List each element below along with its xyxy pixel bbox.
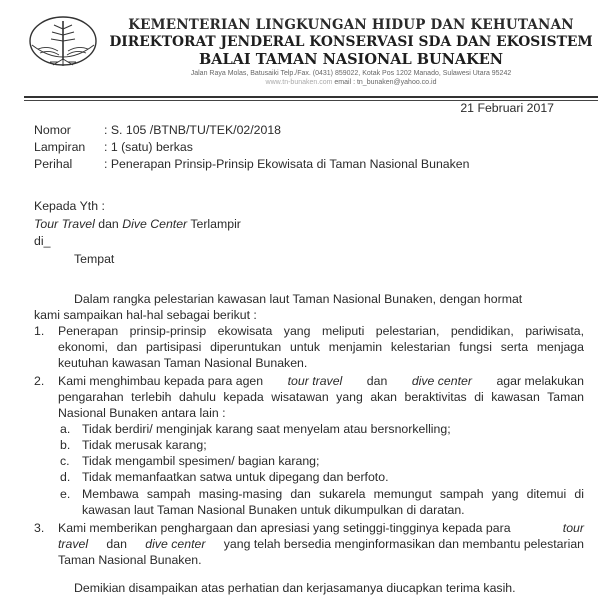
- sub-e-line-2: kawasan laut Taman Nasional Bunaken untuk dikumpulkan di daratan.: [82, 503, 465, 517]
- item-2-number: 2.: [34, 374, 45, 388]
- item-1-line-2: ekonomi, dan partisipasi diperuntukan untuk menjamin kelestarian fungsi serta menjaga: [58, 340, 584, 354]
- lampiran-label: Lampiran: [34, 140, 86, 154]
- item-2-tour-travel: tour travel: [287, 374, 343, 388]
- sub-c-letter: c.: [60, 454, 70, 468]
- sub-d-text: Tidak memanfaatkan satwa untuk dipegang dan berfoto.: [82, 470, 389, 484]
- item-3-dan: dan: [106, 537, 127, 551]
- intro-line-2: kami sampaikan hal-hal sebagai berikut :: [34, 308, 257, 322]
- closing-text: Demikian disampaikan atas perhatian dan kerjasamanya diucapkan terima kasih.: [74, 581, 516, 595]
- item-1-number: 1.: [34, 324, 45, 338]
- item-2-text-a: Kami menghimbau kepada para agen: [58, 374, 264, 388]
- tempat-text: Tempat: [74, 252, 115, 266]
- di-text: di_: [34, 234, 51, 248]
- item-2-dive-center: dive center: [411, 374, 472, 388]
- letterhead: [100, 17, 602, 87]
- dan-text: dan: [98, 217, 119, 231]
- office-address: Jalan Raya Molas, Batusaiki Telp./Fax. (0431) 859022, Kotak Pos 1202 Manado, Sulawesi Utara 95242: [190, 70, 512, 77]
- sub-a-text: Tidak berdiri/ menginjak karang saat menyelam atau bersnorkelling;: [82, 422, 451, 436]
- sub-c-text: Tidak mengambil spesimen/ bagian karang;: [82, 454, 320, 468]
- letterhead-rule-thick: [24, 96, 598, 98]
- sub-a-letter: a.: [60, 422, 71, 436]
- website: www.tn-bunaken.com: [265, 79, 333, 86]
- lampiran-value: : 1 (satu) berkas: [104, 140, 193, 154]
- kepada-yth: Kepada Yth :: [34, 199, 105, 213]
- item-3-line-1: [58, 520, 584, 536]
- item-2-line-1: [58, 373, 584, 389]
- item-3-line-2: [58, 536, 584, 552]
- item-3-line-3: Taman Nasional Bunaken.: [58, 553, 202, 567]
- nomor-value: : S. 105 /BTNB/TU/TEK/02/2018: [104, 123, 282, 137]
- recipient-line: [34, 216, 241, 233]
- sub-b-text: Tidak merusak karang;: [82, 438, 207, 452]
- item-3-text-b: yang telah bersedia menginformasikan dan membantu pelestarian: [223, 537, 584, 551]
- item-1-line-1: Penerapan prinsip-prinsip ekowisata yang meliputi pelestarian, pendidikan, pariwisata,: [58, 324, 584, 338]
- office-name: BALAI TAMAN NASIONAL BUNAKEN: [198, 51, 504, 68]
- sub-d-letter: d.: [60, 470, 71, 484]
- email: email : tn_bunaken@yahoo.co.id: [334, 79, 437, 86]
- directorate-name: DIREKTORAT JENDERAL KONSERVASI SDA DAN EKOSISTEM: [109, 34, 593, 50]
- item-2-text-b: agar melakukan: [496, 374, 584, 388]
- sub-b-letter: b.: [60, 438, 71, 452]
- item-3-travel: travel: [58, 537, 89, 551]
- item-2-dan: dan: [366, 374, 388, 388]
- perihal-label: Perihal: [34, 157, 73, 171]
- item-1-line-3: keutuhan kawasan Taman Nasional Bunaken.: [58, 356, 308, 370]
- ministry-logo-icon: [28, 15, 98, 71]
- dive-center-text: Dive Center: [122, 217, 188, 231]
- item-3-dive-center: dive center: [145, 537, 206, 551]
- sub-e-letter: e.: [60, 487, 71, 501]
- nomor-label: Nomor: [34, 123, 71, 137]
- item-2-line-3: Nasional Bunaken antara lain :: [58, 406, 226, 420]
- ministry-name: KEMENTERIAN LINGKUNGAN HIDUP DAN KEHUTANAN: [128, 17, 574, 33]
- terlampir-text: Terlampir: [190, 217, 241, 231]
- item-2-line-2: pengarahan terlebih dahulu kepada wisatawan yang akan beraktivitas di kawasan Taman: [58, 390, 584, 404]
- contact-line: [100, 78, 602, 87]
- perihal-value: : Penerapan Prinsip-Prinsip Ekowisata di Taman Nasional Bunaken: [104, 157, 470, 171]
- item-3-text-a: Kami memberikan penghargaan dan apresiasi yang setinggi-tingginya kepada para: [58, 521, 511, 535]
- sub-e-text: Membawa sampah masing-masing dan sukarela memungut sampah yang ditemui di: [82, 487, 584, 501]
- item-3-tour: tour: [562, 521, 584, 535]
- tour-travel-text: Tour Travel: [34, 217, 95, 231]
- item-3-number: 3.: [34, 521, 45, 535]
- letter-date: 21 Februari 2017: [460, 101, 554, 115]
- intro-line-1: Dalam rangka pelestarian kawasan laut Taman Nasional Bunaken, dengan hormat: [74, 292, 523, 306]
